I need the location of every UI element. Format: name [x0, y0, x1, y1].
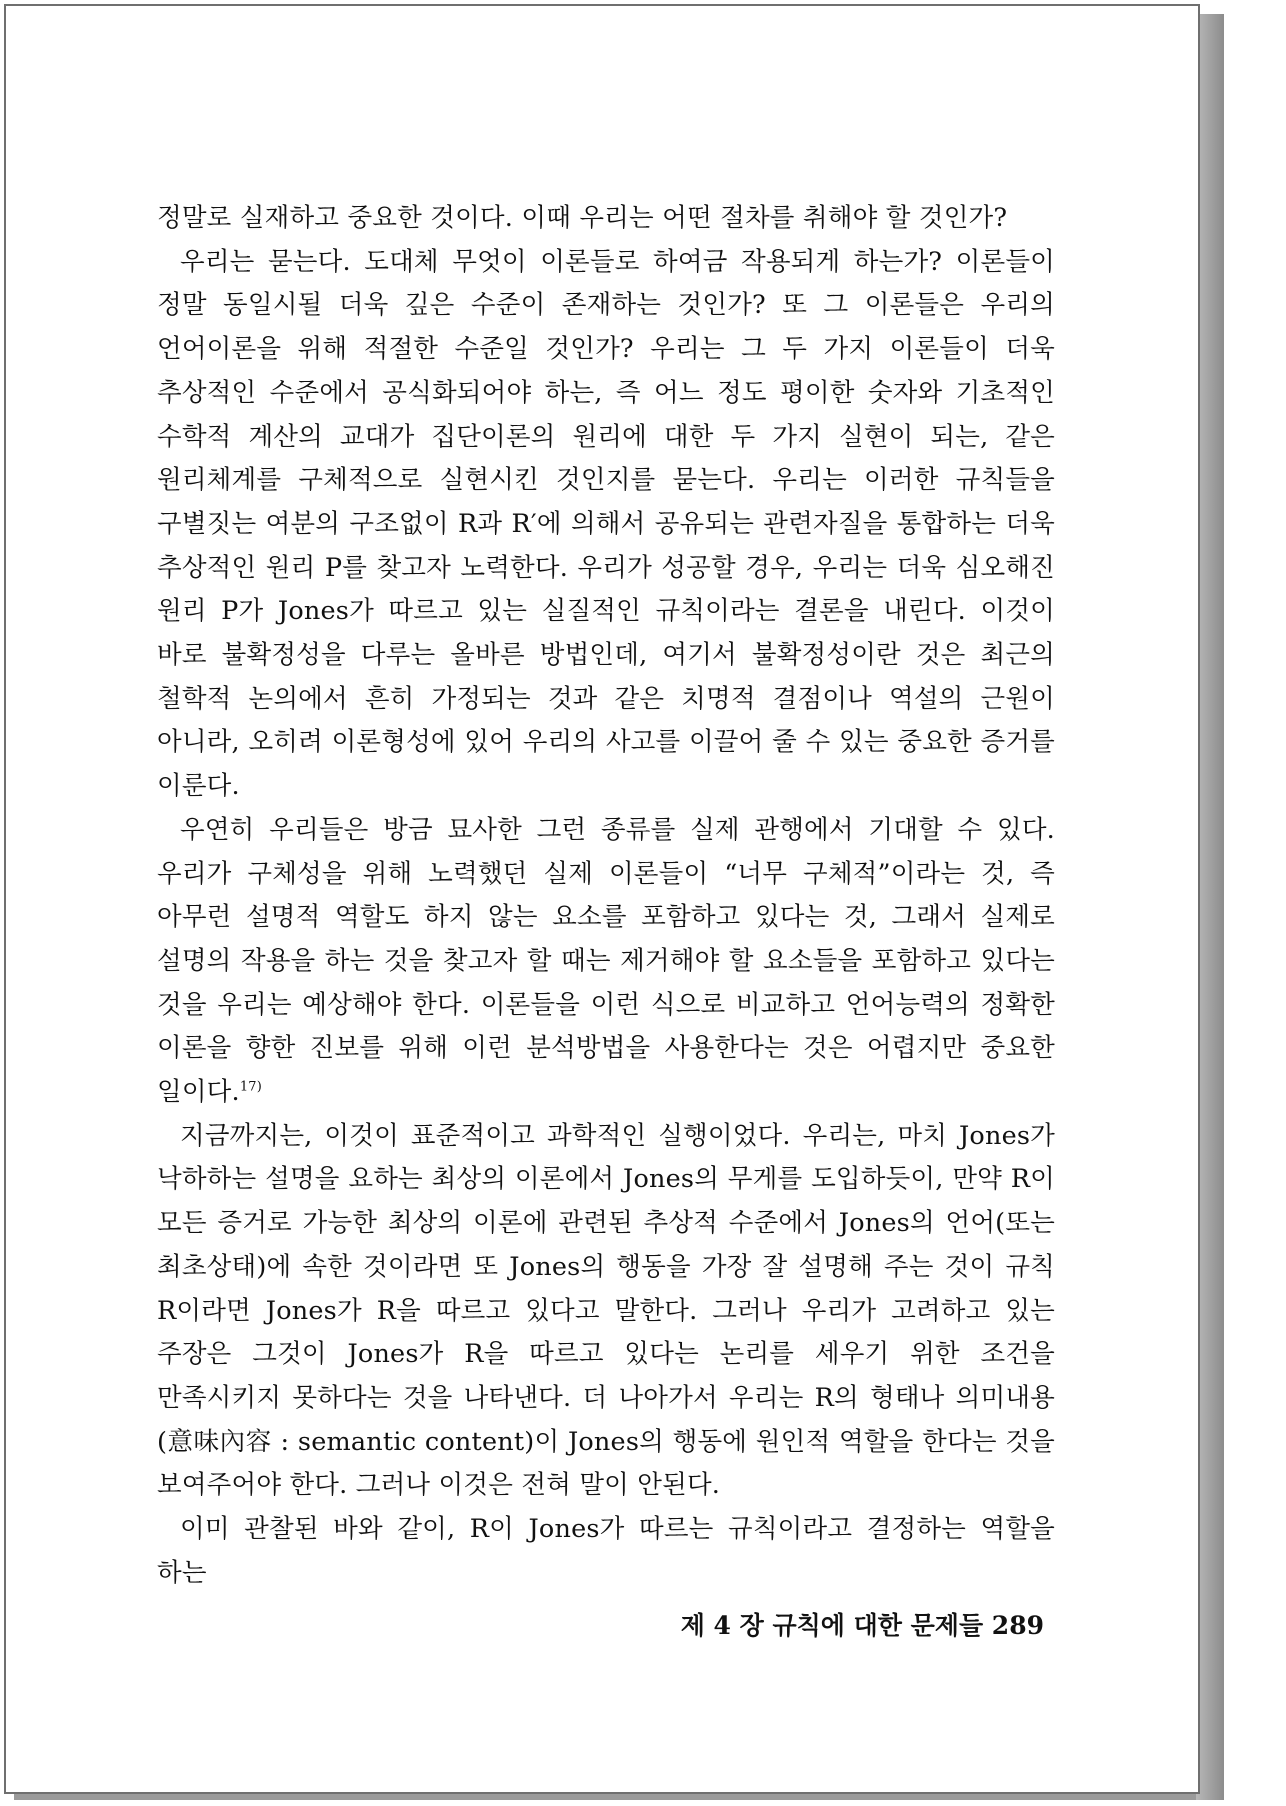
paragraph-text: 우리는 묻는다. 도대체 무엇이 이론들로 하여금 작용되게 하는가? 이론들이 정말 동일시될 더욱 깊은 수준이 존재하는 것인가? 또 그 이론들은 우리의 언어이론을 위해 적절한 수준일 것인가? 우리는 그 두 가지 이론들이 더욱 추상적인 수준에서 공식화되어야 하는, 즉 어느 정도 평이한 숫자와 기초적인 수학적 계산의 교대가 집단이론의 원리에 대한 두 가지 실현이 되는, 같은 원리체계를 구체적으로 실현시킨 것인지를 묻는다. 우리는 이러한 규칙들을 구별짓는 여분의 구조없이 R과 R′에 의해서 공유되는 관련자질을 통합하는 더욱 추상적인 원리 P를 찾고자 노력한다. 우리가 성공할 경우, 우리는 더욱 심오해진 원리 P가 Jones가 따르고 있는 실질적인 규칙이라는 결론을 내린다. 이것이 바로 불확정성을 다루는 올바른 방법인데, 여기서 불확정성이란 것은 최근의 철학적 논의에서 흔히 가정되는 것과 같은 치명적 결점이나 역설의 근원이 아니라, 오히려 이론형성에 있어 우리의 사고를 이끌어 줄 수 있는 중요한 증거를 이룬다.: [157, 246, 1055, 802]
paragraph-last: [157, 1508, 1055, 1595]
paragraph-text: 우연히 우리들은 방금 묘사한 그런 종류를 실제 관행에서 기대할 수 있다. 우리가 구체성을 위해 노력했던 실제 이론들이 “너무 구체적”이라는 것, 즉 아무런 설명적 역할도 하지 않는 요소를 포함하고 있다는 것, 그래서 실제로 설명의 작용을 하는 것을 찾고자 할 때는 제거해야 할 요소들을 포함하고 있다는 것을 우리는 예상해야 한다. 이론들을 이런 식으로 비교하고 언어능력의 정확한 이론을 향한 진보를 위해 이런 분석방법을 사용한다는 것은 어렵지만 중요한 일이다.: [157, 814, 1055, 1108]
body-text: [157, 197, 1055, 1596]
paragraph: [157, 809, 1055, 1115]
footnote-marker: 17): [239, 1079, 263, 1095]
paragraph-text: 지금까지는, 이것이 표준적이고 과학적인 실행이었다. 우리는, 마치 Jones가 낙하하는 설명을 요하는 최상의 이론에서 Jones의 무게를 도입하듯이, 만약 R이 모든 증거로 가능한 최상의 이론에 관련된 추상적 수준에서 Jones의 언어(또는 최초상태)에 속한 것이라면 또 Jones의 행동을 가장 잘 설명해 주는 것이 규칙 R이라면 Jones가 R을 따르고 있다고 말한다. 그러나 우리가 고려하고 있는 주장은 그것이 Jones가 R을 따르고 있다는 논리를 세우기 위한 조건을 만족시키지 못하다는 것을 나타낸다. 더 나아가서 우리는 R의 형태나 의미내용(意味內容 : semantic content)이 Jones의 행동에 원인적 역할을 한다는 것을 보여주어야 한다. 그러나 이것은 전혀 말이 안된다.: [157, 1120, 1055, 1501]
book-page: [4, 4, 1200, 1794]
paragraph: [157, 1115, 1055, 1508]
paragraph: [157, 241, 1055, 809]
running-footer: 제 4 장 규칙에 대한 문제들 289: [680, 1611, 1044, 1640]
paragraph-text: 정말로 실재하고 중요한 것이다. 이때 우리는 어떤 절차를 취해야 할 것인가?: [157, 203, 1008, 233]
paragraph-continued: [157, 197, 1055, 241]
paragraph-text: 이미 관찰된 바와 같이, R이 Jones가 따르는 규칙이라고 결정하는 역할을 하는: [157, 1514, 1055, 1588]
page-edge-shadow: [1196, 14, 1224, 1800]
